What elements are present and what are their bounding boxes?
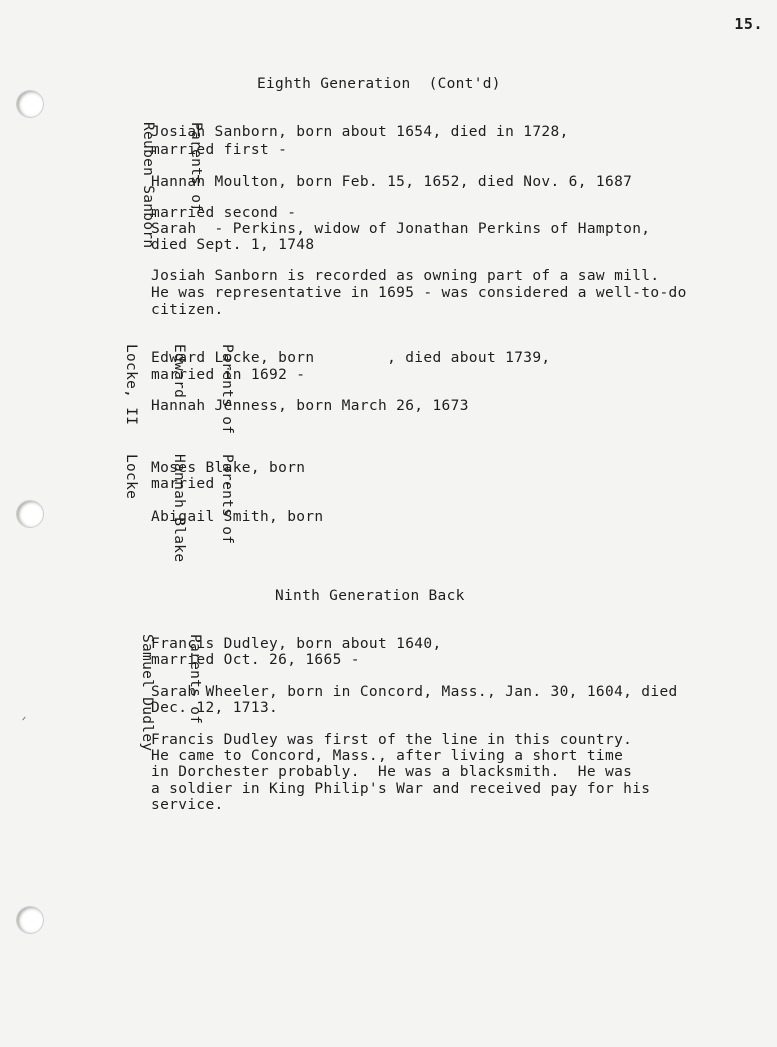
heading-eighth-generation: Eighth Generation (Cont'd) [257,76,501,92]
side-label-line: Hannah Blake [171,454,187,563]
text-line: Francis Dudley, born about 1640, [151,636,442,652]
text-line: married in 1692 - [151,367,306,383]
text-line: Hannah Moulton, born Feb. 15, 1652, died Nov. 6, 1687 [151,174,633,190]
heading-ninth-generation: Ninth Generation Back [275,588,465,604]
text-line: Moses Blake, born [151,460,306,476]
binder-hole-top [16,90,44,118]
side-label-line: Locke [123,454,139,500]
text-line: Abigail Smith, born [151,509,324,525]
text-line: died Sept. 1, 1748 [151,237,315,253]
text-line: Sarah Wheeler, born in Concord, Mass., Jan. 30, 1604, died [151,684,678,700]
text-line: Sarah - Perkins, widow of Jonathan Perkins of Hampton, [151,221,651,237]
text-line: married second - [151,205,297,221]
binder-hole-middle [16,500,44,528]
side-label-line: Reuben Sanborn [140,122,156,249]
side-label-line: Locke, II [123,344,139,426]
side-label-line: Parents of [188,122,204,213]
text-line: Francis Dudley was first of the line in this country. [151,732,633,748]
side-label-line: Samuel Dudley [139,634,155,752]
text-line: married - [151,476,233,492]
text-line: He came to Concord, Mass., after living a short time [151,748,624,764]
side-label-line: Parents of [187,634,203,725]
text-line: Josiah Sanborn is recorded as owning part of a saw mill. [151,268,660,284]
text-line: Edward Locke, born , died about 1739, [151,350,551,366]
binder-hole-bottom [16,906,44,934]
text-line: married first - [151,142,288,158]
text-line: Dec. 12, 1713. [151,700,279,716]
text-line: in Dorchester probably. He was a blacksmith. He was [151,764,633,780]
page-number: 15. [734,15,763,33]
text-line: a soldier in King Philip's War and received pay for his [151,781,651,797]
text-line: married Oct. 26, 1665 - [151,652,360,668]
text-line: He was representative in 1695 - was considered a well-to-do [151,285,687,301]
stray-mark [22,717,25,721]
side-label-line: Parents of [219,454,235,545]
side-label-line: Edward [171,344,187,399]
text-line: service. [151,797,224,813]
text-line: Hannah Jenness, born March 26, 1673 [151,398,469,414]
side-label-line: Parents of [219,344,235,435]
text-line: citizen. [151,302,224,318]
text-line: Josiah Sanborn, born about 1654, died in 1728, [151,124,569,140]
